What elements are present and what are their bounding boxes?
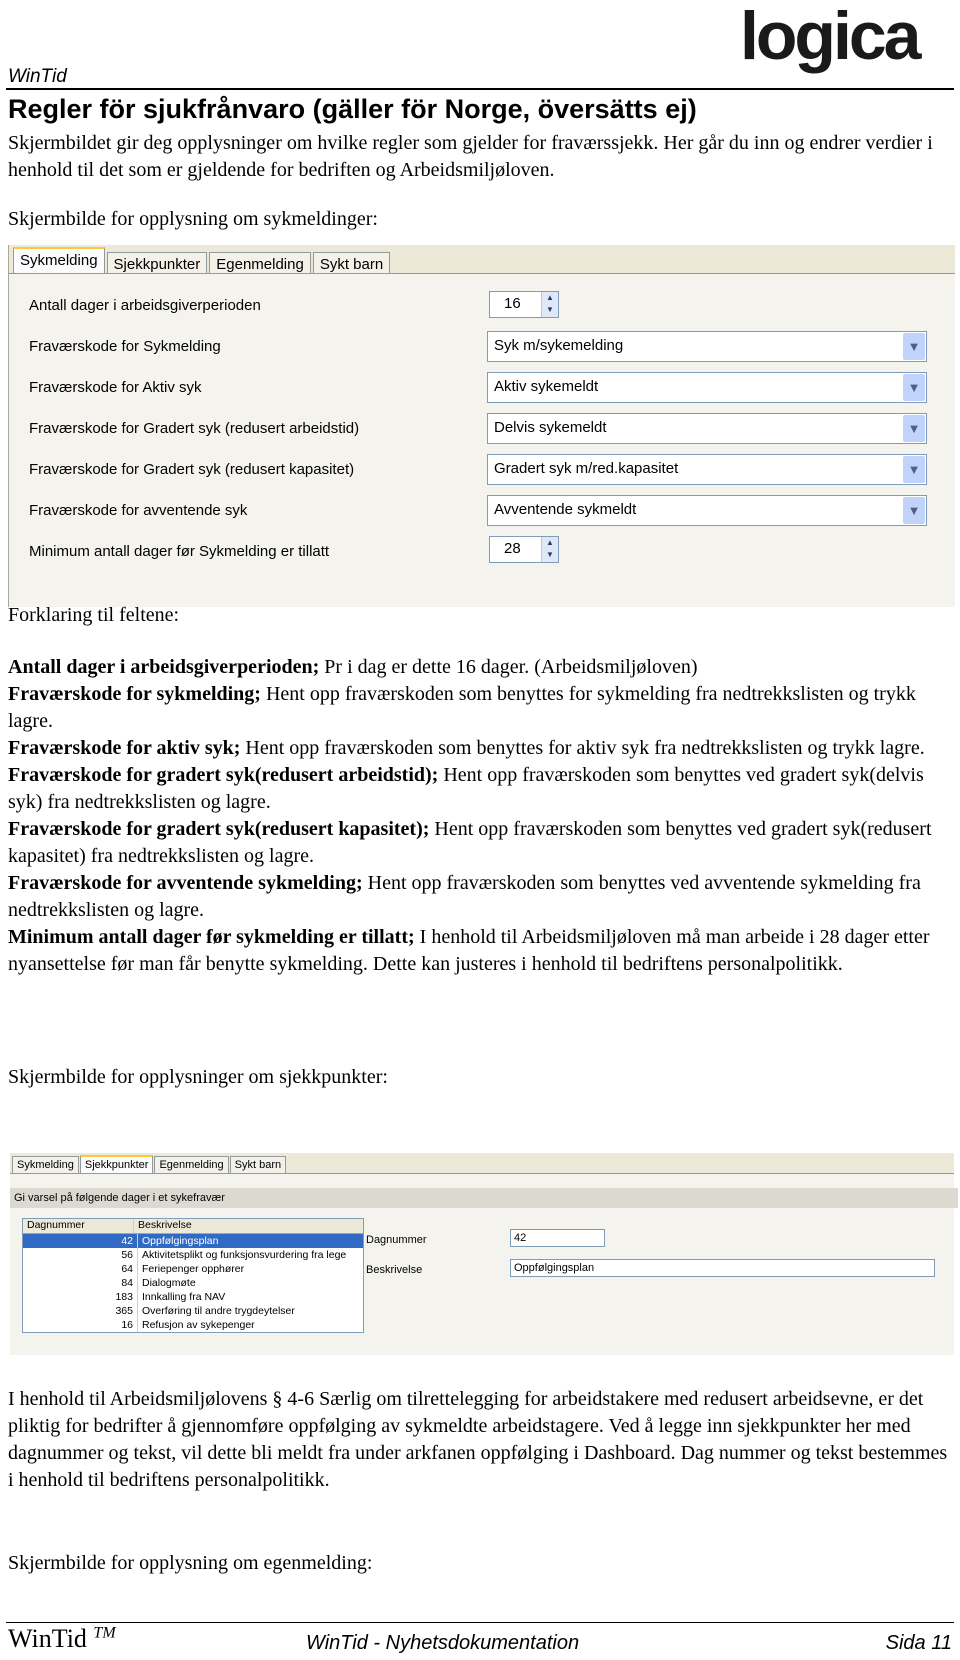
explanation-text: Hent opp fraværskoden som benyttes for aktiv syk fra nedtrekkslisten og trykk lagre.: [240, 737, 925, 759]
chevron-down-icon[interactable]: ▼: [903, 415, 925, 442]
footer-product: [8, 1624, 116, 1654]
tab-sykmelding[interactable]: Sykmelding: [12, 1156, 79, 1173]
tab-strip: [12, 1155, 287, 1173]
intro-paragraph: Skjermbildet gir deg opplysninger om hvilke regler som gjelder for fraværssjekk. Her går du inn og endrer verdier i henhold til det som er gjeldende for bedriften og Arbeidsmiljøloven.: [8, 132, 933, 181]
trademark: TM: [93, 1624, 116, 1642]
tab-sykmelding[interactable]: Sykmelding: [13, 247, 105, 279]
table-row[interactable]: [23, 1290, 363, 1304]
dagnummer-input[interactable]: 42: [510, 1229, 605, 1247]
explanation-item: [8, 681, 948, 735]
cell-desc: Overføring til andre trygdeytelser: [142, 1305, 295, 1317]
cell-desc: Refusjon av sykepenger: [142, 1319, 255, 1331]
column-header-dagnummer[interactable]: Dagnummer: [23, 1219, 134, 1233]
footer-page-number: Sida 11: [885, 1632, 952, 1654]
cell-day: 84: [23, 1276, 138, 1290]
caption-sykmelding: Skjermbilde for opplysning om sykmeldinger:: [8, 208, 378, 230]
explanation-term: Fraværskode for gradert syk(redusert kapasitet);: [8, 818, 430, 840]
cell-desc: Aktivitetsplikt og funksjonsvurdering fra lege: [142, 1249, 347, 1261]
cell-day: 64: [23, 1262, 138, 1276]
gradert-arbeidstid-code-select[interactable]: [487, 413, 927, 444]
dagnummer-label: Dagnummer: [366, 1234, 427, 1246]
tab-egenmelding[interactable]: Egenmelding: [154, 1156, 228, 1173]
explanation-item: [8, 870, 948, 924]
select-value: Delvis sykemeldt: [494, 419, 607, 436]
explanation-text: Hent opp fraværskoden som benyttes ved gradert syk(delvis syk) fra nedtrekkslisten og lagre.: [8, 764, 924, 813]
explanations-block: [8, 654, 948, 978]
select-value: Syk m/sykemelding: [494, 337, 624, 354]
tab-sykt-barn[interactable]: Sykt barn: [313, 252, 390, 279]
table-row[interactable]: [23, 1262, 363, 1276]
explanation-text: Pr i dag er dette 16 dager. (Arbeidsmiljøloven): [319, 656, 698, 678]
stepper-arrows-icon[interactable]: ▲ ▼: [541, 537, 558, 562]
header-divider: [6, 88, 954, 90]
select-value: Aktiv sykemeldt: [494, 378, 599, 395]
sykmelding-screenshot: [8, 245, 955, 607]
explanation-term: Antall dager i arbeidsgiverperioden;: [8, 656, 320, 678]
explanation-text: I henhold til Arbeidsmiljøloven må man arbeide i 28 dager etter nyansettelse før man får benytte sykmelding. Dette kan justeres i henhold til bedriftens personalpolitikk.: [8, 926, 930, 975]
page-title: Regler för sjukfrånvaro (gäller för Norge, översätts ej): [8, 94, 697, 124]
explanation-item: [8, 654, 948, 681]
field-label: Fraværskode for Gradert syk (redusert arbeidstid): [29, 420, 360, 437]
group-title: Gi varsel på følgende dager i et sykefravær: [10, 1188, 958, 1208]
chevron-down-icon[interactable]: ▼: [903, 374, 925, 401]
select-value: Gradert syk m/red.kapasitet: [494, 460, 679, 477]
footer-product-name: WinTid: [8, 1624, 87, 1653]
cell-desc: Innkalling fra NAV: [142, 1291, 226, 1303]
sjekkpunkter-screenshot: [10, 1153, 954, 1355]
cell-desc: Oppfølgingsplan: [142, 1235, 219, 1247]
sykmelding-code-select[interactable]: [487, 331, 927, 362]
caption-egenmelding: Skjermbilde for opplysning om egenmelding:: [8, 1552, 373, 1574]
explanation-term: Minimum antall dager før sykmelding er tillatt;: [8, 926, 415, 948]
header-app-name: WinTid: [8, 66, 67, 87]
tab-sjekkpunkter[interactable]: Sjekkpunkter: [107, 252, 208, 279]
beskrivelse-input[interactable]: Oppfølgingsplan: [510, 1259, 935, 1277]
explanation-text: Hent opp fraværskoden som benyttes ved gradert syk(redusert kapasitet) fra nedtrekkslisten og lagre.: [8, 818, 932, 867]
select-value: Avventende sykmeldt: [494, 501, 637, 518]
footer-divider: [6, 1622, 954, 1623]
table-header: [23, 1219, 363, 1234]
table-row[interactable]: [23, 1318, 363, 1332]
beskrivelse-label: Beskrivelse: [366, 1264, 423, 1276]
explanation-term: Fraværskode for avventende sykmelding;: [8, 872, 363, 894]
footer-doc-title: WinTid - Nyhetsdokumentation: [306, 1632, 580, 1654]
tab-sykt-barn[interactable]: Sykt barn: [230, 1156, 286, 1173]
cell-day: 183: [23, 1290, 138, 1304]
sykmelding-panel: [9, 273, 955, 607]
gradert-kapasitet-code-select[interactable]: [487, 454, 927, 485]
chevron-down-icon[interactable]: ▼: [903, 456, 925, 483]
table-row[interactable]: [23, 1276, 363, 1290]
cell-day: 42: [23, 1234, 138, 1248]
cell-desc: Feriepenger opphører: [142, 1263, 245, 1275]
column-header-beskrivelse[interactable]: Beskrivelse: [138, 1219, 192, 1231]
tab-egenmelding[interactable]: Egenmelding: [209, 252, 311, 279]
field-label: Fraværskode for Sykmelding: [29, 338, 221, 355]
explanation-item: [8, 924, 948, 978]
explanation-text: Hent opp fraværskoden som benyttes for sykmelding fra nedtrekkslisten og trykk lagre.: [8, 683, 916, 732]
field-label: Minimum antall dager før Sykmelding er tillatt: [29, 543, 330, 560]
field-label: Fraværskode for avventende syk: [29, 502, 248, 519]
tab-sjekkpunkter[interactable]: Sjekkpunkter: [80, 1155, 154, 1173]
stepper-value: 16: [504, 295, 521, 312]
table-row[interactable]: [23, 1304, 363, 1318]
avventende-code-select[interactable]: [487, 495, 927, 526]
aktiv-syk-code-select[interactable]: [487, 372, 927, 403]
explanation-term: Fraværskode for aktiv syk;: [8, 737, 241, 759]
logica-logo: logica: [740, 0, 919, 74]
paragraph-arbeidsmiljoloven: I henhold til Arbeidsmiljølovens § 4-6 Særlig om tilrettelegging for arbeidstakere med redusert arbeidsevne, er det pliktig for bedrifter å gjennomføre oppfølging av sykmeldte arbeidstagere. Ved å legge inn sjekkpunkter her med dagnummer og tekst, vil dette bli meldt fra under arkfanen oppfølging i Dashboard. Dag nummer og tekst bestemmes i henhold til bedriftens personalpolitikk.: [8, 1388, 948, 1491]
explanation-term: Fraværskode for sykmelding;: [8, 683, 261, 705]
sjekkpunkter-panel: [10, 1173, 954, 1355]
tab-strip: [13, 247, 392, 273]
cell-desc: Dialogmøte: [142, 1277, 196, 1289]
cell-day: 56: [23, 1248, 138, 1262]
explanation-item: [8, 816, 948, 870]
explanation-item: [8, 762, 948, 816]
checkpoint-table: [22, 1218, 364, 1333]
stepper-value: 28: [504, 540, 521, 557]
explanation-item: [8, 735, 948, 762]
cell-day: 16: [23, 1318, 138, 1332]
explain-heading: Forklaring til feltene:: [8, 604, 180, 626]
chevron-down-icon[interactable]: ▼: [903, 333, 925, 360]
cell-day: 365: [23, 1304, 138, 1318]
field-label: Fraværskode for Aktiv syk: [29, 379, 202, 396]
field-label: Antall dager i arbeidsgiverperioden: [29, 297, 261, 314]
arbeidsgiverperiode-stepper[interactable]: [489, 291, 559, 318]
table-row[interactable]: [23, 1234, 363, 1248]
table-row[interactable]: [23, 1248, 363, 1262]
field-label: Fraværskode for Gradert syk (redusert kapasitet): [29, 461, 355, 478]
chevron-down-icon[interactable]: ▼: [903, 497, 925, 524]
caption-sjekkpunkter: Skjermbilde for opplysninger om sjekkpunkter:: [8, 1066, 388, 1088]
explanation-term: Fraværskode for gradert syk(redusert arbeidstid);: [8, 764, 439, 786]
minimum-days-stepper[interactable]: [489, 536, 559, 563]
explanation-text: Hent opp fraværskoden som benyttes ved avventende sykmelding fra nedtrekkslisten og lagre.: [8, 872, 921, 921]
stepper-arrows-icon[interactable]: ▲ ▼: [541, 292, 558, 317]
